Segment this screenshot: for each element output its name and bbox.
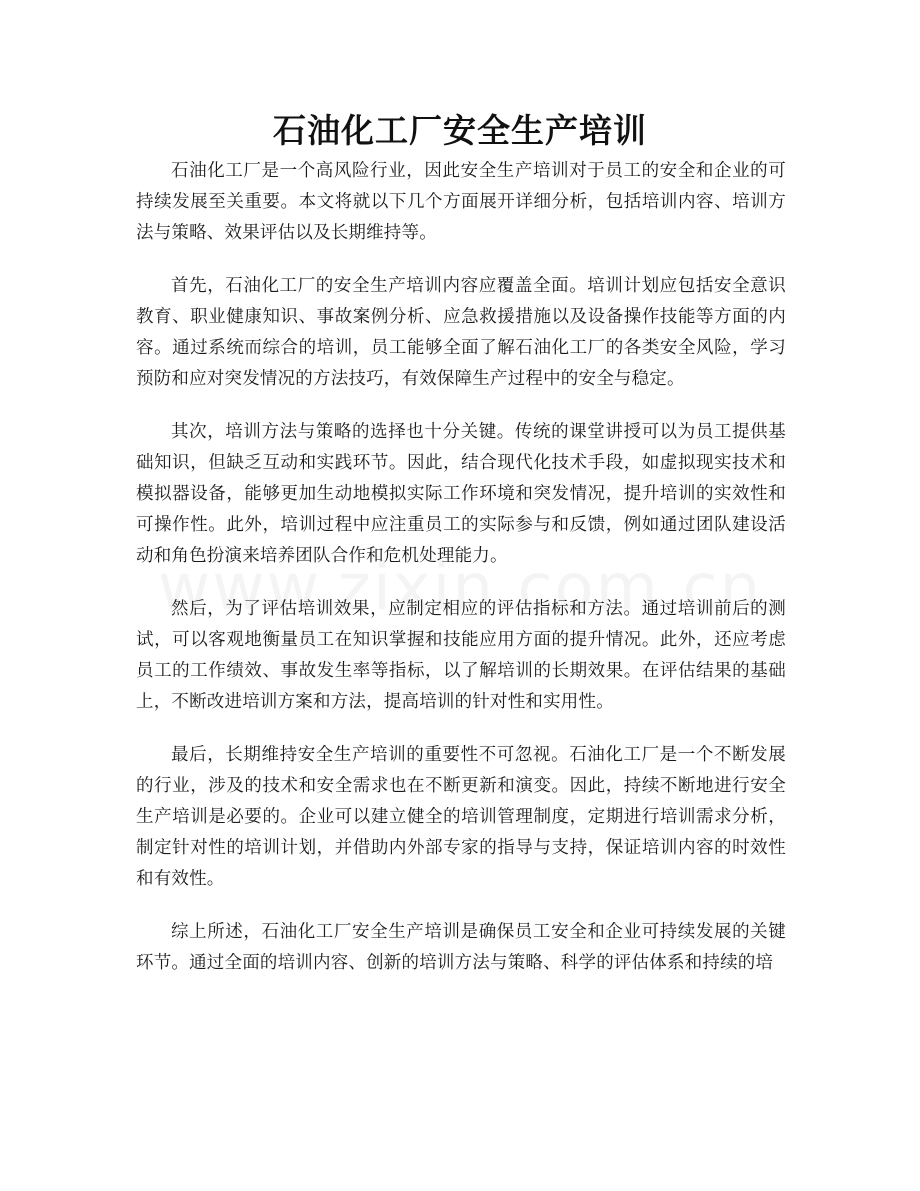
paragraph-conclusion: 综上所述，石油化工厂安全生产培训是确保员工安全和企业可持续发展的关键环节。通过全面的培训内容、创新的培训方法与策略、科学的评估体系和持续的培	[136, 922, 786, 973]
document-body	[136, 156, 786, 1001]
paragraph-evaluation: 然后，为了评估培训效果，应制定相应的评估指标和方法。通过培训前后的测试，可以客观地衡量员工在知识掌握和技能应用方面的提升情况。此外，还应考虑员工的工作绩效、事故发生率等指标，以了解培训的长期效果。在评估结果的基础上，不断改进培训方案和方法，提高培训的针对性和实用性。	[136, 599, 786, 712]
paragraph-intro: 石油化工厂是一个高风险行业，因此安全生产培训对于员工的安全和企业的可持续发展至关重要。本文将就以下几个方面展开详细分析，包括培训内容、培训方法与策略、效果评估以及长期维持等。	[136, 161, 786, 243]
paragraph-methods: 其次，培训方法与策略的选择也十分关键。传统的课堂讲授可以为员工提供基础知识，但缺乏互动和实践环节。因此，结合现代化技术手段，如虚拟现实技术和模拟器设备，能够更加生动地模拟实际工作环境和突发情况，提升培训的实效性和可操作性。此外，培训过程中应注重员工的实际参与和反馈，例如通过团队建设活动和角色扮演来培养团队合作和危机处理能力。	[136, 422, 786, 566]
paragraph-maintenance: 最后，长期维持安全生产培训的重要性不可忽视。石油化工厂是一个不断发展的行业，涉及的技术和安全需求也在不断更新和演变。因此，持续不断地进行安全生产培训是必要的。企业可以建立健全的培训管理制度，定期进行培训需求分析，制定针对性的培训计划，并借助内外部专家的指导与支持，保证培训内容的时效性和有效性。	[136, 745, 786, 889]
document-title: 石油化工厂安全生产培训	[273, 111, 647, 150]
paragraph-content: 首先，石油化工厂的安全生产培训内容应覆盖全面。培训计划应包括安全意识教育、职业健康知识、事故案例分析、应急救援措施以及设备操作技能等方面的内容。通过系统而综合的培训，员工能够全面了解石油化工厂的各类安全风险，学习预防和应对突发情况的方法技巧，有效保障生产过程中的安全与稳定。	[136, 276, 786, 389]
